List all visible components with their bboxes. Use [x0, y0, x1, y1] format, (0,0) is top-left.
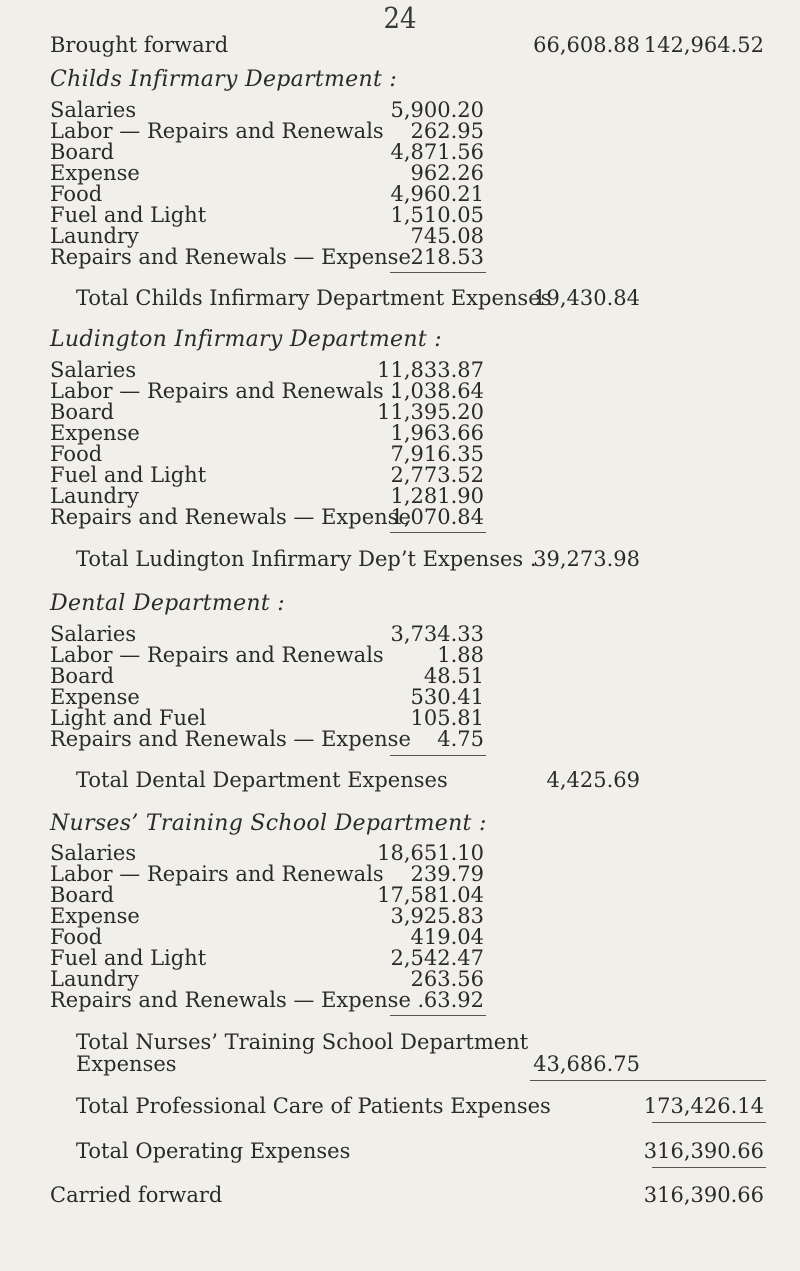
item-amount: 745.08	[410, 224, 484, 248]
section-total-label: Total Ludington Infirmary Dep’t Expenses .	[76, 547, 537, 571]
item-label: Salaries	[50, 622, 137, 646]
subtotal-rule	[390, 532, 486, 533]
item-amount: 1,281.90	[390, 484, 484, 508]
section-heading: Dental Department :	[50, 591, 286, 616]
item-label: Food	[50, 442, 103, 466]
item-label: Fuel and Light	[50, 463, 207, 487]
item-label: Board	[50, 140, 115, 164]
item-label: Laundry	[50, 484, 139, 508]
section-total-amount: 43,686.75	[533, 1052, 640, 1076]
item-label: Repairs and Renewals — Expense	[50, 505, 411, 529]
section-total-amount: 4,425.69	[546, 768, 640, 792]
item-label: Laundry	[50, 967, 139, 991]
brought-forward-amount-b: 66,608.88	[533, 33, 640, 57]
item-amount: 239.79	[410, 862, 484, 886]
item-amount: 1,038.64	[390, 379, 484, 403]
item-label: Board	[50, 400, 115, 424]
section-total-amount: 19,430.84	[533, 286, 640, 310]
item-label: Fuel and Light	[50, 946, 207, 970]
carried-forward-label: Carried forward	[50, 1183, 223, 1207]
item-label: Food	[50, 182, 103, 206]
item-amount: 419.04	[410, 925, 484, 949]
item-amount: 3,925.83	[390, 904, 484, 928]
section-heading: Childs Infirmary Department :	[50, 67, 398, 92]
section-total-amount: 39,273.98	[533, 547, 640, 571]
brought-forward-amount-c: 142,964.52	[643, 33, 764, 57]
item-amount: 18,651.10	[377, 841, 484, 865]
item-amount: 1,510.05	[390, 203, 484, 227]
item-label: Salaries	[50, 98, 137, 122]
item-amount: 105.81	[410, 706, 484, 730]
total-rule	[652, 1122, 766, 1123]
item-amount: 530.41	[410, 685, 484, 709]
item-amount: 63.92	[423, 988, 484, 1012]
subtotal-rule	[390, 755, 486, 756]
section-total-label-line1: Total Nurses’ Training School Department	[76, 1030, 529, 1054]
item-label: Expense	[50, 421, 140, 445]
item-label: Repairs and Renewals — Expense	[50, 245, 411, 269]
item-label: Labor — Repairs and Renewals	[50, 119, 384, 143]
section-heading: Nurses’ Training School Department :	[50, 811, 487, 836]
item-label: Food	[50, 925, 103, 949]
item-label: Fuel and Light	[50, 203, 207, 227]
item-amount: 4.75	[437, 727, 484, 751]
total-operating-label: Total Operating Expenses	[76, 1139, 351, 1163]
subtotal-rule	[390, 272, 486, 273]
item-amount: 17,581.04	[377, 883, 484, 907]
total-rule	[530, 1080, 766, 1081]
item-amount: 1,963.66	[390, 421, 484, 445]
item-label: Salaries	[50, 358, 137, 382]
item-label: Labor — Repairs and Renewals	[50, 643, 384, 667]
subtotal-rule	[390, 1015, 486, 1016]
item-amount: 11,395.20	[377, 400, 484, 424]
item-amount: 1,070.84	[390, 505, 484, 529]
item-label: Expense	[50, 685, 140, 709]
total-professional-care-amount: 173,426.14	[643, 1094, 764, 1118]
item-amount: 7,916.35	[390, 442, 484, 466]
item-amount: 2,773.52	[390, 463, 484, 487]
section-total-label-line2: Expenses	[76, 1052, 177, 1076]
item-label: Labor — Repairs and Renewals	[50, 862, 384, 886]
item-label: Repairs and Renewals — Expense	[50, 727, 411, 751]
item-label: Repairs and Renewals — Expense .	[50, 988, 425, 1012]
item-label: Laundry	[50, 224, 139, 248]
section-heading: Ludington Infirmary Department :	[50, 327, 442, 352]
item-label: Board	[50, 664, 115, 688]
item-amount: 262.95	[410, 119, 484, 143]
item-amount: 5,900.20	[390, 98, 484, 122]
item-amount: 4,871.56	[390, 140, 484, 164]
item-label: Salaries	[50, 841, 137, 865]
item-amount: 1.88	[437, 643, 484, 667]
section-total-label: Total Childs Infirmary Department Expenses	[76, 286, 552, 310]
section-total-label: Total Dental Department Expenses	[76, 768, 448, 792]
item-label: Labor — Repairs and Renewals .	[50, 379, 398, 403]
item-amount: 962.26	[410, 161, 484, 185]
item-label: Board	[50, 883, 115, 907]
item-amount: 2,542.47	[390, 946, 484, 970]
total-operating-amount: 316,390.66	[643, 1139, 764, 1163]
item-amount: 11,833.87	[377, 358, 484, 382]
item-label: Expense	[50, 161, 140, 185]
item-amount: 3,734.33	[390, 622, 484, 646]
item-label: Light and Fuel	[50, 706, 207, 730]
page-number: 24	[383, 2, 417, 36]
item-label: Expense	[50, 904, 140, 928]
item-amount: 218.53	[410, 245, 484, 269]
carried-forward-amount: 316,390.66	[643, 1183, 764, 1207]
item-amount: 48.51	[423, 664, 484, 688]
item-amount: 263.56	[410, 967, 484, 991]
total-rule	[652, 1167, 766, 1168]
item-amount: 4,960.21	[390, 182, 484, 206]
total-professional-care-label: Total Professional Care of Patients Expenses	[76, 1094, 551, 1118]
brought-forward-label: Brought forward	[50, 33, 229, 57]
